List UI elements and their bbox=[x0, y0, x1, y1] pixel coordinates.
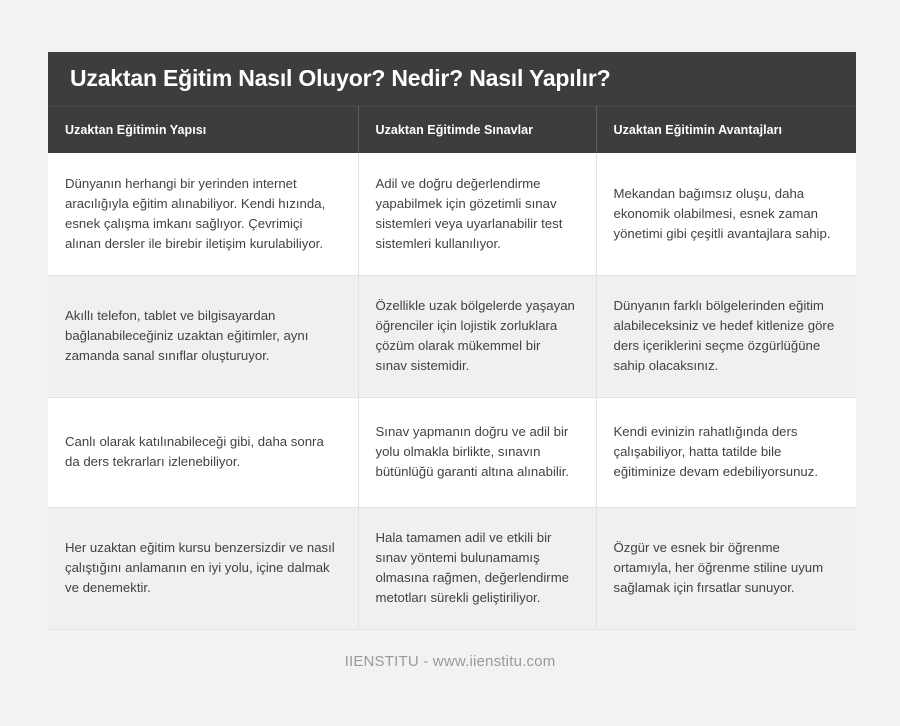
table-header-row bbox=[48, 107, 856, 154]
table-row bbox=[48, 153, 856, 275]
cell-sinavlar: Adil ve doğru değerlendirme yapabilmek için gözetimli sınav sistemleri veya uyarlanabilir test sistemleri kullanılıyor. bbox=[358, 153, 596, 275]
column-header-avantajlar: Uzaktan Eğitimin Avantajları bbox=[596, 107, 856, 154]
table-row bbox=[48, 275, 856, 397]
cell-avantajlar: Mekandan bağımsız oluşu, daha ekonomik olabilmesi, esnek zaman yönetimi gibi çeşitli avantajlara sahip. bbox=[596, 153, 856, 275]
comparison-table bbox=[48, 106, 856, 630]
infographic-card bbox=[48, 52, 856, 630]
cell-yapisi: Canlı olarak katılınabileceği gibi, daha sonra da ders tekrarları izlenebiliyor. bbox=[48, 397, 358, 507]
cell-avantajlar: Özgür ve esnek bir öğrenme ortamıyla, her öğrenme stiline uyum sağlamak için fırsatlar sunuyor. bbox=[596, 507, 856, 629]
cell-sinavlar: Sınav yapmanın doğru ve adil bir yolu olmakla birlikte, sınavın bütünlüğü garanti altına alınabilir. bbox=[358, 397, 596, 507]
table-row bbox=[48, 507, 856, 629]
column-header-yapisi: Uzaktan Eğitimin Yapısı bbox=[48, 107, 358, 154]
cell-avantajlar: Dünyanın farklı bölgelerinden eğitim alabileceksiniz ve hedef kitlenize göre ders içeriklerini seçme özgürlüğüne sahip olacaksınız. bbox=[596, 275, 856, 397]
table-body bbox=[48, 153, 856, 629]
cell-sinavlar: Hala tamamen adil ve etkili bir sınav yöntemi bulunamamış olmasına rağmen, değerlendirme metotları sürekli geliştiriliyor. bbox=[358, 507, 596, 629]
cell-yapisi: Her uzaktan eğitim kursu benzersizdir ve nasıl çalıştığını anlamanın en iyi yolu, içine dalmak ve denemektir. bbox=[48, 507, 358, 629]
cell-yapisi: Dünyanın herhangi bir yerinden internet aracılığıyla eğitim alınabiliyor. Kendi hızında, esnek çalışma imkanı sağlıyor. Çevrimiçi alınan dersler ile birebir iletişim kurulabiliyor. bbox=[48, 153, 358, 275]
footer-credit: IIENSTITU - www.iienstitu.com bbox=[344, 653, 556, 670]
table-header bbox=[48, 107, 856, 154]
cell-sinavlar: Özellikle uzak bölgelerde yaşayan öğrenciler için lojistik zorluklara çözüm olarak mükemmel bir sınav sistemidir. bbox=[358, 275, 596, 397]
cell-yapisi: Akıllı telefon, tablet ve bilgisayardan bağlanabileceğiniz uzaktan eğitimler, aynı zamanda sanal sınıflar oluşturuyor. bbox=[48, 275, 358, 397]
page-title: Uzaktan Eğitim Nasıl Oluyor? Nedir? Nasıl Yapılır? bbox=[70, 65, 611, 92]
column-header-sinavlar: Uzaktan Eğitimde Sınavlar bbox=[358, 107, 596, 154]
title-bar bbox=[48, 52, 856, 106]
table-row bbox=[48, 397, 856, 507]
cell-avantajlar: Kendi evinizin rahatlığında ders çalışabiliyor, hatta tatilde bile eğitiminize devam edebiliyorsunuz. bbox=[596, 397, 856, 507]
